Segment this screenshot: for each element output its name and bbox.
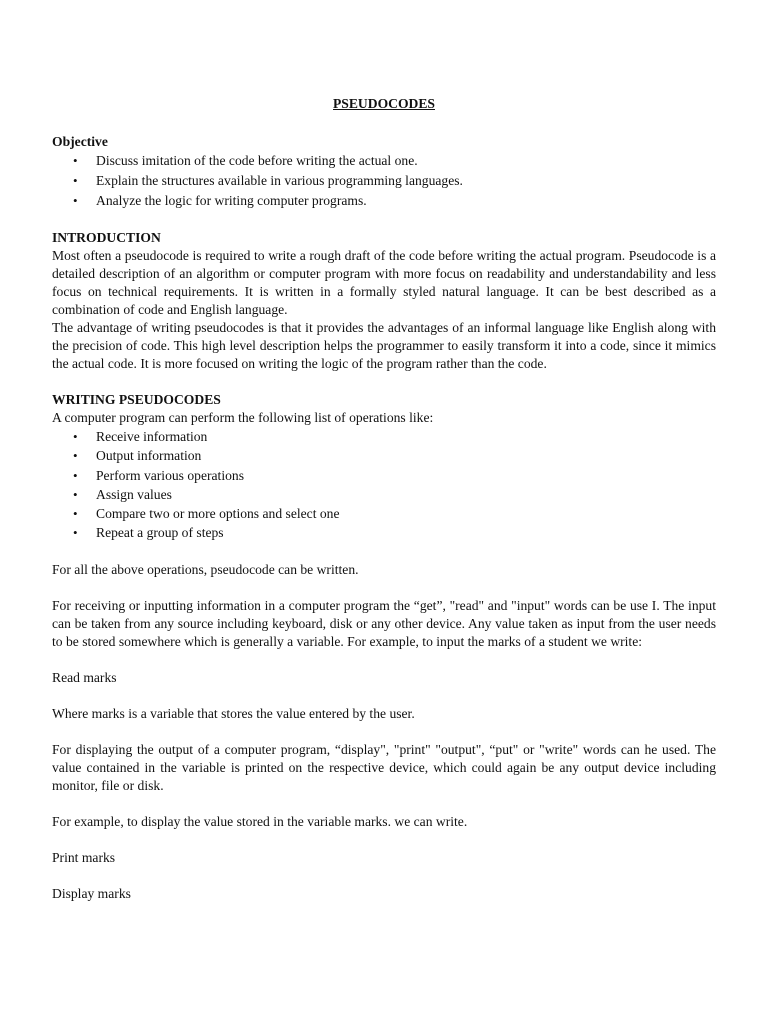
display-marks-example: Display marks — [52, 885, 131, 901]
input-paragraph: For receiving or inputting information in a computer program the “get”, "read" and "input" words can be use I. The input can be taken from any source including keyboard, disk or any other device. Any value taken as input from the user needs to be stored somewhere which is generally a variable. For example, to input the marks of a student we write: — [52, 597, 716, 649]
introduction-paragraph: Most often a pseudocode is required to write a rough draft of the code before writing the actual program. Pseudocode is a detailed description of an algorithm or computer program with more focus on readability and understandability and less focus on technical requirements. It is written in a formally styled natural language. It can be best described as a combination of code and English language. — [52, 248, 716, 317]
display-example-paragraph: For example, to display the value stored in the variable marks. we can write. — [52, 813, 468, 829]
operations-intro: A computer program can perform the following list of operations like: — [52, 410, 434, 425]
introduction-heading: INTRODUCTION — [52, 230, 161, 245]
document-body — [52, 90, 716, 903]
objective-item: • Analyze the logic for writing computer programs. — [52, 191, 716, 211]
operations-list — [52, 427, 716, 543]
where-paragraph: Where marks is a variable that stores the value entered by the user. — [52, 705, 415, 721]
read-marks-example: Read marks — [52, 669, 117, 685]
objective-heading: Objective — [52, 134, 108, 149]
output-paragraph: For displaying the output of a computer program, “display", "print" "output", “put" or "write" words can he used. The value contained in the variable is printed on the respective device, which could again be any output device including monitor, file or disk. — [52, 741, 716, 793]
all-operations-paragraph: For all the above operations, pseudocode can be written. — [52, 561, 359, 577]
objective-list — [52, 151, 716, 211]
objective-item: • Discuss imitation of the code before writing the actual one. — [52, 151, 716, 171]
operation-item: • Assign values — [52, 485, 716, 504]
operation-item: • Receive information — [52, 427, 716, 446]
objective-item: • Explain the structures available in various programming languages. — [52, 171, 716, 191]
operation-item: • Compare two or more options and select one — [52, 504, 716, 523]
operation-item: • Output information — [52, 446, 716, 465]
writing-heading: WRITING PSEUDOCODES — [52, 392, 221, 407]
operation-item: • Perform various operations — [52, 466, 716, 485]
print-marks-example: Print marks — [52, 849, 116, 865]
document-title: PSEUDOCODES — [333, 96, 435, 111]
introduction-paragraph: The advantage of writing pseudocodes is that it provides the advantages of an informal language like English along with the precision of code. This high level description helps the programmer to easily transform it into a code, since it mimics the actual code. It is more focused on writing the logic of the program rather than the code. — [52, 320, 716, 371]
operation-item: • Repeat a group of steps — [52, 523, 716, 542]
